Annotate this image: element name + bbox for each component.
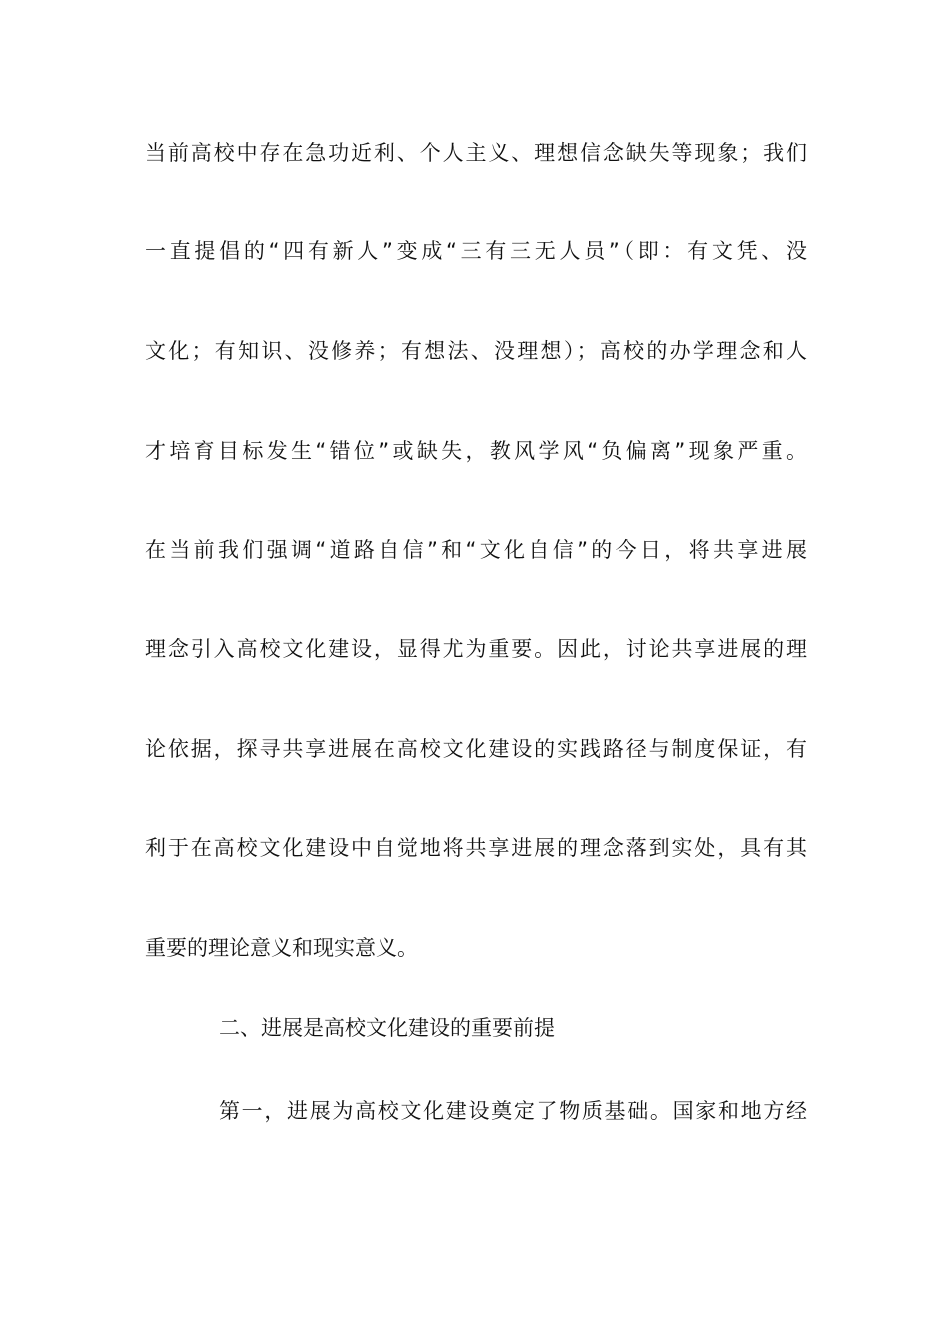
paragraph-line: 文化；有知识、没修养；有想法、没理想）；高校的办学理念和人 <box>145 339 807 363</box>
paragraph-line: 理念引入高校文化建设，显得尤为重要。因此，讨论共享进展的理 <box>145 637 807 661</box>
paragraph-line: 在当前我们强调“道路自信”和“文化自信”的今日，将共享进展 <box>145 538 807 562</box>
paragraph-line: 重要的理论意义和现实意义。 <box>145 936 418 960</box>
section-heading: 二、进展是高校文化建设的重要前提 <box>219 1016 555 1040</box>
paragraph-line: 当前高校中存在急功近利、个人主义、理想信念缺失等现象；我们 <box>145 141 807 165</box>
paragraph-line: 利于在高校文化建设中自觉地将共享进展的理念落到实处，具有其 <box>145 836 807 860</box>
paragraph-line: 才培育目标发生“错位”或缺失，教风学风“负偏离”现象严重。 <box>145 439 807 463</box>
paragraph-line: 论依据，探寻共享进展在高校文化建设的实践路径与制度保证，有 <box>145 737 807 761</box>
paragraph-line: 第一，进展为高校文化建设奠定了物质基础。国家和地方经 <box>219 1099 807 1123</box>
paragraph-line: 一直提倡的“四有新人”变成“三有三无人员”（即：有文凭、没 <box>145 239 807 263</box>
